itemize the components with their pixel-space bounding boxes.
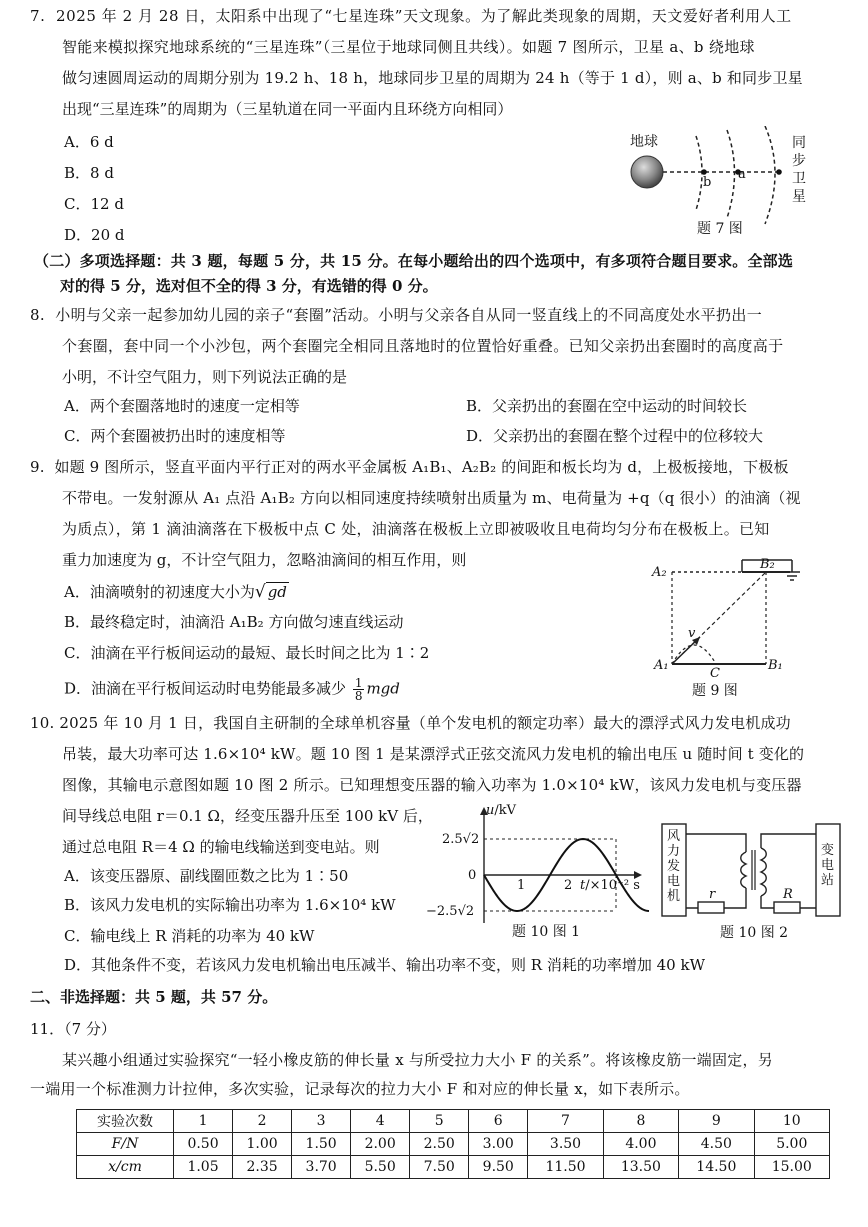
q7-figure-caption: 题 7 图 [697,221,743,237]
table-header-cell: 实验次数 [77,1110,174,1133]
q9-line-2: 不带电。一发射源从 A₁ 点沿 A₁B₂ 方向以相同速度持续喷射出质量为 m、电荷量为 +q（q 很小）的油滴（视 [62,489,801,507]
table-cell: 2.00 [351,1133,410,1156]
fraction-numerator: 1 [354,676,363,690]
table-cell: 3.70 [292,1156,351,1179]
data-table [76,1109,830,1179]
table-row [77,1156,830,1179]
orbit-a [727,130,735,218]
q10-figure-2-caption: 题 10 图 2 [720,925,789,941]
q9-option-d[interactable] [64,677,400,702]
q11-heading: 11．（7 分） [30,1020,116,1038]
sync-label-4: 星 [792,189,806,205]
table-cell: 7.50 [410,1156,469,1179]
q8-option-c[interactable]: C．两个套圈被扔出时的速度相等 [64,427,286,445]
earth-icon [631,156,663,188]
q8-option-d[interactable]: D．父亲扔出的套圈在整个过程中的位移较大 [466,427,764,445]
table-header-cell: 9 [679,1110,754,1133]
table-cell: 1.50 [292,1133,351,1156]
fig1-x2: 2 [564,878,573,893]
q10-line-1: 10. 2025 年 10 月 1 日，我国自主研制的全球单机容量（单个发电机的额定功率）最大的漂浮式风力发电机成功 [30,714,791,732]
q10-option-b[interactable]: B．该风力发电机的实际输出功率为 1.6×10⁴ kW [64,896,396,914]
q10-option-c[interactable]: C．输电线上 R 消耗的功率为 40 kW [64,927,315,945]
q7-figure [622,126,822,240]
primary-coil [741,852,746,888]
table-cell: 4.00 [603,1133,678,1156]
q9-option-a[interactable] [64,584,289,601]
table-cell: 4.50 [679,1133,754,1156]
q10-figure-1-caption: 题 10 图 1 [512,924,581,940]
q10-line-2: 吊装，最大功率可达 1.6×10⁴ kW。题 10 图 1 是某漂浮式正弦交流风力发电机的输出电压 u 随时间 t 变化的 [62,745,805,763]
label-b1: B₁ [768,658,783,673]
table-cell: 14.50 [679,1156,754,1179]
table-header-cell: 8 [603,1110,678,1133]
sync-label-2: 步 [792,153,806,169]
q10-line-4: 间导线总电阻 r＝0.1 Ω，经变压器升压至 100 kV 后， [62,807,433,825]
q8-option-a[interactable]: A．两个套圈落地时的速度一定相等 [64,397,300,415]
table-cell: 11.50 [528,1156,603,1179]
table-header-cell: 7 [528,1110,603,1133]
q10-figure-2 [660,822,850,946]
table-cell: 3.00 [469,1133,528,1156]
q9-option-d-text: D．油滴在平行板间运动时电势能最多减少 [64,679,347,698]
q11-line-2: 一端用一个标准测力计拉伸，多次实验，记录每次的拉力大小 F 和对应的伸长量 x，如下表所示。 [30,1080,690,1098]
earth-label: 地球 [630,134,658,150]
table-cell: 2.50 [410,1133,469,1156]
table-cell: 3.50 [528,1133,603,1156]
wire-top-right [761,834,816,848]
q8-line-2: 个套圈，套中同一个小沙包，两个套圈完全相同且落地时的位置恰好重叠。已知父亲扔出套圈时的高度高于 [62,337,784,355]
fig1-ylabel: u/kV [486,803,517,818]
table-header-cell: 5 [410,1110,469,1133]
fig1-ybottom: −2.5√2 [426,904,475,919]
first-drop-arc [672,645,716,664]
sqrt-radicand: gd [267,583,287,601]
q9-line-1: 9. 如题 9 图所示，竖直平面内平行正对的两水平金属板 A₁B₁、A₂B₂ 的间距和板长均为 d，上极板接地，下极板 [30,458,789,476]
q9-option-a-text: A．油滴喷射的初速度大小为 [64,583,255,601]
q9-option-b[interactable]: B．最终稳定时，油滴沿 A₁B₂ 方向做匀速直线运动 [64,613,404,631]
fraction-tail: mgd [366,679,400,698]
label-a1: A₁ [654,658,669,673]
q7-line-4: 出现“三星连珠”的周期为（三星轨道在同一平面内且环绕方向相同） [62,100,513,118]
label-r: r [709,887,716,902]
multi-choice-heading-1: （二）多项选择题：共 3 题，每题 5 分，共 15 分。在每小题给出的四个选项中，有多项符合题目要求。全部选 [34,252,794,270]
sync-label-1: 同 [792,135,806,151]
q9-line-4: 重力加速度为 g，不计空气阻力，忽略油滴间的相互作用，则 [62,551,467,569]
table-cell: 1.00 [233,1133,292,1156]
label-a: a [738,167,746,182]
satellite-b-dot [701,169,707,175]
table-cell: 15.00 [754,1156,829,1179]
table-header-cell: 1 [174,1110,233,1133]
q9-figure-drawing [652,556,812,704]
sync-label-3: 卫 [792,171,806,187]
sqrt-sign: √ [254,582,266,602]
table-header-cell: 6 [469,1110,528,1133]
table-cell: 0.50 [174,1133,233,1156]
table-header-cell: 2 [233,1110,292,1133]
q10-figure-1 [420,805,660,945]
q9-option-c[interactable]: C．油滴在平行板间运动的最短、最长时间之比为 1∶2 [64,644,430,662]
table-cell: F/N [77,1133,174,1156]
q9-figure [652,556,812,704]
fig1-ytop: 2.5√2 [442,832,480,847]
wire-top-left [686,834,746,852]
fraction-denominator: 8 [354,689,363,703]
orbit-sync [765,126,775,224]
q7-option-a[interactable]: A．6 d [64,133,114,151]
part2-heading: 二、非选择题：共 5 题，共 57 分。 [30,988,278,1006]
q7-line-1: 7. 2025 年 2 月 28 日，太阳系中出现了“七星连珠”天文现象。为了解此类现象的周期，天文爱好者利用人工 [30,7,792,25]
q7-option-b[interactable]: B．8 d [64,164,114,182]
label-a2: A₂ [652,565,667,580]
table-cell: x/cm [77,1156,174,1179]
q10-line-5: 通过总电阻 R＝4 Ω 的输电线输送到变电站。则 [62,838,380,856]
table-cell: 9.50 [469,1156,528,1179]
label-b2: B₂ [760,557,775,572]
table-cell: 5.00 [754,1133,829,1156]
label-b: b [703,175,712,190]
fig1-xlabel: t/×10⁻² s [580,878,640,893]
q7-option-c[interactable]: C．12 d [64,195,124,213]
q11-line-1: 某兴趣小组通过实验探究“一轻小橡皮筋的伸长量 x 与所受拉力大小 F 的关系”。将该橡皮筋一端固定，另 [62,1051,774,1069]
q8-option-b[interactable]: B．父亲扔出的套圈在空中运动的时间较长 [466,397,748,415]
resistor-r [698,902,724,913]
q10-option-a[interactable]: A．该变压器原、副线圈匝数之比为 1∶50 [64,867,349,885]
fig1-yzero: 0 [468,868,477,883]
secondary-coil [761,848,766,896]
q10-option-d[interactable]: D．其他条件不变，若该风力发电机输出电压减半、输出功率不变，则 R 消耗的功率增加 40 kW [64,956,705,974]
q9-line-3: 为质点），第 1 滴油滴落在下极板中点 C 处，油滴落在极板上立即被吸收且电荷均匀分布在极板上。已知 [62,520,770,538]
table-row [77,1133,830,1156]
q9-figure-caption: 题 9 图 [692,683,738,699]
resistor-R [774,902,800,913]
multi-choice-heading-2: 对的得 5 分，选对但不全的得 3 分，有选错的得 0 分。 [60,277,438,295]
orbit-b [696,136,702,210]
table-header-row [77,1110,830,1133]
q7-line-3: 做匀速圆周运动的周期分别为 19.2 h、18 h，地球同步卫星的周期为 24 h（等于 1 d），则 a、b 和同步卫星 [62,69,803,87]
fig1-x1: 1 [517,878,526,893]
substation-label: 变电站 [821,843,835,888]
label-v: v [688,626,696,641]
table-cell: 2.35 [233,1156,292,1179]
table-header-cell: 3 [292,1110,351,1133]
table-header-cell: 10 [754,1110,829,1133]
q7-line-2: 智能来模拟探究地球系统的“三星连珠”（三星位于地球同侧且共线）。如题 7 图所示，卫星 a、b 绕地球 [62,38,755,56]
generator-label: 风力发电机 [667,829,681,904]
table-cell: 5.50 [351,1156,410,1179]
table-cell: 13.50 [603,1156,678,1179]
label-R: R [783,887,793,902]
table-header-cell: 4 [351,1110,410,1133]
q10-line-3: 图像，其输电示意图如题 10 图 2 所示。已知理想变压器的输入功率为 1.0×10⁴ kW，该风力发电机与变压器 [62,776,802,794]
fraction [353,677,365,702]
q8-line-3: 小明，不计空气阻力，则下列说法正确的是 [62,368,348,386]
label-c: C [710,666,720,681]
q8-line-1: 8. 小明与父亲一起参加幼儿园的亲子“套圈”活动。小明与父亲各自从同一竖直线上的不同高度处水平扔出一 [30,306,763,324]
sync-satellite-dot [776,169,782,175]
q7-option-d[interactable]: D．20 d [64,226,125,244]
table-cell: 1.05 [174,1156,233,1179]
